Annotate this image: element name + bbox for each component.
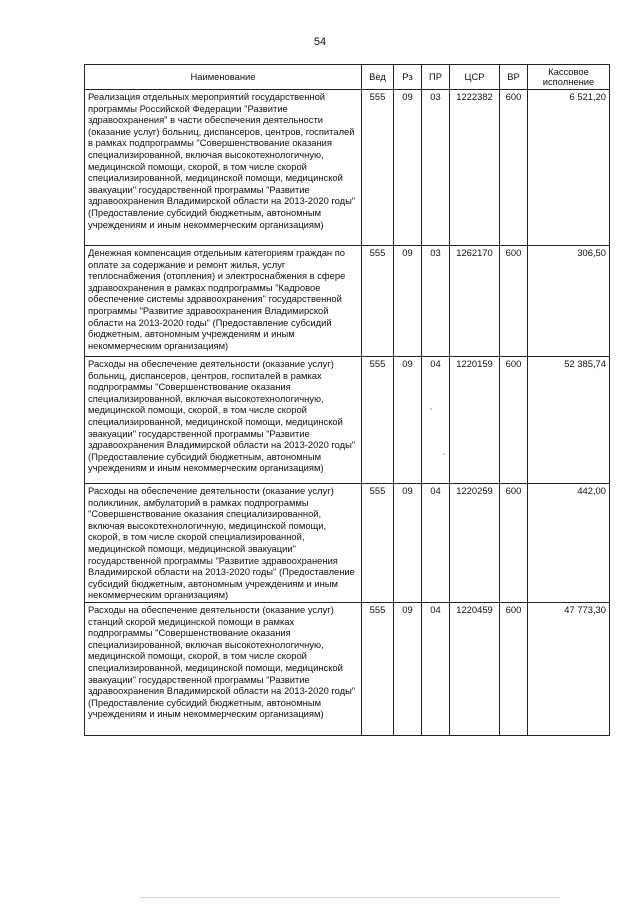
row-pr: 03 — [422, 90, 450, 246]
header-name: Наименование — [85, 65, 362, 90]
header-csr: ЦСР — [450, 65, 500, 90]
budget-table — [84, 64, 610, 736]
row-csr: 1262170 — [450, 246, 500, 357]
row-rz: 09 — [394, 90, 422, 246]
table-row — [85, 90, 610, 246]
table-row — [85, 246, 610, 357]
scan-edge-line — [140, 897, 560, 898]
scan-speck — [430, 408, 432, 410]
row-name: Расходы на обеспечение деятельности (оказание услуг) поликлиник, амбулаторий в рамках подпрограммы "Совершенствование оказания специализированной, включая высокотехнологичную, медицинской помощи, скорой, в том числе скорой специализированной, медицинской помощи, медицинской эвакуации" государственной программы "Развитие здравоохранения Владимирской области на 2013-2020 годы" (Предоставление субсидий бюджетным, автономным учреждениям и иным некоммерческим организациям) — [85, 484, 362, 603]
row-sum: 52 385,74 — [528, 357, 610, 484]
table-row — [85, 603, 610, 736]
row-name: Расходы на обеспечение деятельности (оказание услуг) станций скорой медицинской помощи в рамках подпрограммы "Совершенствование оказания специализированной, включая высокотехнологичную, медицинской помощи, скорой, в том числе скорой специализированной, медицинской помощи, медицинской эвакуации" государственной программы "Развитие здравоохранения Владимирской области на 2013-2020 годы" (Предоставление субсидий бюджетным, автономным учреждениям и иным некоммерческим организациям) — [85, 603, 362, 736]
row-rz: 09 — [394, 484, 422, 603]
header-vr: ВР — [500, 65, 528, 90]
row-rz: 09 — [394, 357, 422, 484]
row-vr: 600 — [500, 90, 528, 246]
header-ved: Вед — [362, 65, 394, 90]
row-ved: 555 — [362, 90, 394, 246]
table-row — [85, 484, 610, 603]
row-rz: 09 — [394, 603, 422, 736]
row-vr: 600 — [500, 246, 528, 357]
row-ved: 555 — [362, 603, 394, 736]
table-row — [85, 357, 610, 484]
page-number: 54 — [313, 36, 327, 48]
row-name: Расходы на обеспечение деятельности (оказание услуг) больниц, диспансеров, центров, госпиталей в рамках подпрограммы "Совершенствование оказания специализированной, включая высокотехнологичную, медицинской помощи, скорой, в том числе скорой специализированной, медицинской помощи, медицинской эвакуации" государственной программы "Развитие здравоохранения Владимирской области на 2013-2020 годы" (Предоставление субсидий бюджетным, автономным учреждениям и иным некоммерческим организациям) — [85, 357, 362, 484]
scan-speck — [443, 453, 445, 455]
row-sum: 306,50 — [528, 246, 610, 357]
row-vr: 600 — [500, 603, 528, 736]
row-name: Денежная компенсация отдельным категориям граждан по оплате за содержание и ремонт жилья, услуг теплоснабжения (отопления) и электроснабжения в сфере здравоохранения в рамках подпрограммы "Кадровое обеспечение системы здравоохранения" государственной программы "Развитие здравоохранения Владимирской области на 2013-2020 годы" (Предоставление субсидий бюджетным, автономным учреждениям и иным некоммерческим организациям) — [85, 246, 362, 357]
row-pr: 03 — [422, 246, 450, 357]
row-name: Реализация отдельных мероприятий государственной программы Российской Федерации "Развитие здравоохранения" в части обеспечения деятельности (оказание услуг) больниц, диспансеров, центров, госпиталей в рамках подпрограммы "Совершенствование оказания специализированной, включая высокотехнологичную, медицинской помощи, скорой, в том числе скорой специализированной, медицинской помощи, медицинской эвакуации" государственной программы "Развитие здравоохранения Владимирской области на 2013-2020 годы" (Предоставление субсидий бюджетным, автономным учреждениям и иным некоммерческим организациям) — [85, 90, 362, 246]
header-pr: ПР — [422, 65, 450, 90]
row-sum: 6 521,20 — [528, 90, 610, 246]
table-header-row — [85, 65, 610, 90]
row-vr: 600 — [500, 484, 528, 603]
row-sum: 47 773,30 — [528, 603, 610, 736]
row-rz: 09 — [394, 246, 422, 357]
row-csr: 1220459 — [450, 603, 500, 736]
row-pr: 04 — [422, 484, 450, 603]
row-csr: 1222382 — [450, 90, 500, 246]
row-csr: 1220259 — [450, 484, 500, 603]
row-ved: 555 — [362, 357, 394, 484]
row-pr: 04 — [422, 603, 450, 736]
row-csr: 1220159 — [450, 357, 500, 484]
header-sum: Кассовое исполнение — [528, 65, 610, 90]
header-rz: Рз — [394, 65, 422, 90]
row-sum: 442,00 — [528, 484, 610, 603]
row-ved: 555 — [362, 246, 394, 357]
row-pr: 04 — [422, 357, 450, 484]
row-ved: 555 — [362, 484, 394, 603]
row-vr: 600 — [500, 357, 528, 484]
